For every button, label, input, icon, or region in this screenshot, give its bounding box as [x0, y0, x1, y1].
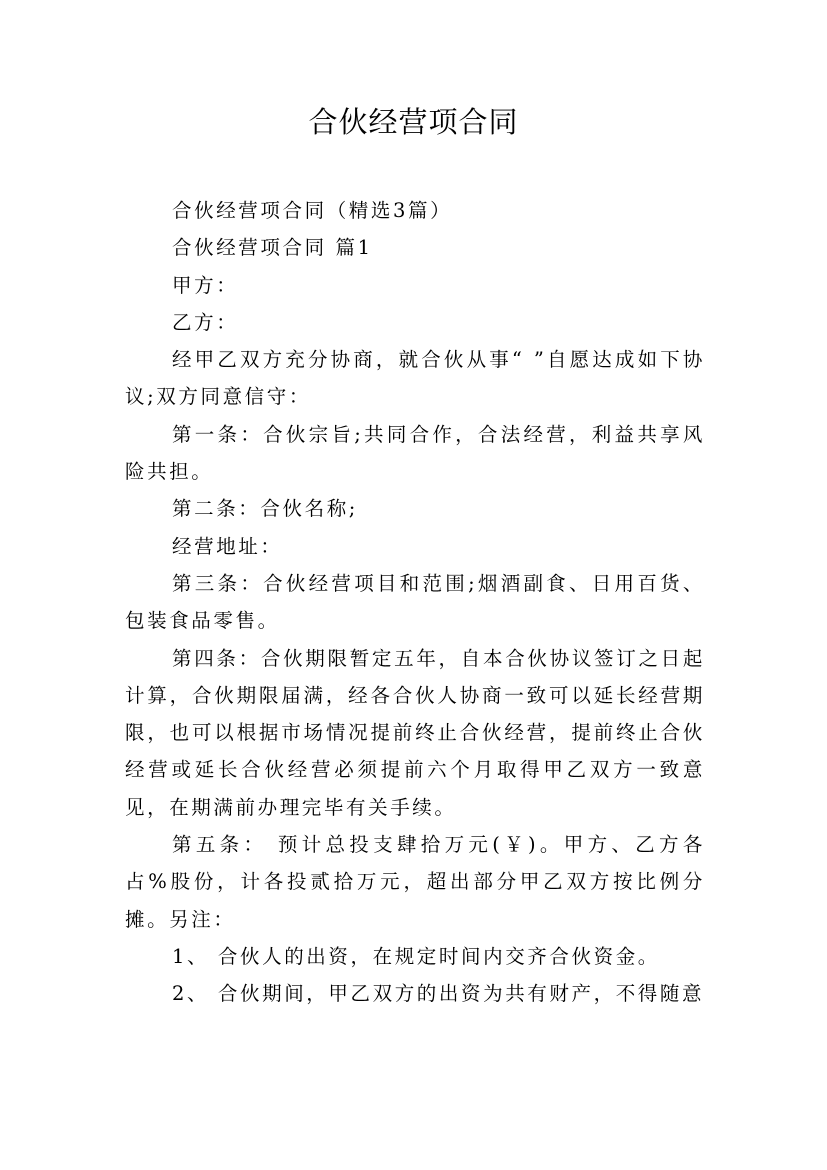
document-title: 合伙经营项合同: [308, 105, 519, 139]
paragraph-note-2: 2、 合伙期间，甲乙双方的出资为共有财产，不得随意: [172, 982, 705, 1006]
paragraph-note-1: 1、 合伙人的出资，在规定时间内交齐合伙资金。: [172, 944, 660, 968]
paragraph-section-heading: 合伙经营项合同 篇1: [172, 236, 373, 260]
paragraph-preamble: 经甲乙双方充分协商，就合伙从事“ ”自愿达成如下协议;双方同意信守：: [125, 348, 705, 409]
paragraph-article-5: 第五条： 预计总投支肆拾万元(￥)。甲方、乙方各占%股份，计各投贰拾万元，超出部分甲乙双方按比例分摊。另注：: [125, 833, 705, 931]
paragraph-article-4: 第四条：合伙期限暂定五年，自本合伙协议签订之日起计算，合伙期限届满，经各合伙人协商一致可以延长经营期限，也可以根据市场情况提前终止合伙经营，提前终止合伙经营或延长合伙经营必须提前六个月取得甲乙双方一致意见，在期满前办理完毕有关手续。: [125, 646, 705, 819]
paragraph-party-a: 甲方：: [172, 273, 239, 297]
paragraph-party-b: 乙方：: [172, 310, 239, 334]
paragraph-article-3: 第三条：合伙经营项目和范围;烟酒副食、日用百货、包装食品零售。: [125, 571, 705, 633]
paragraph-article-1: 第一条：合伙宗旨;共同合作，合法经营，利益共享风险共担。: [125, 422, 705, 484]
paragraph-subtitle: 合伙经营项合同（精选3篇）: [172, 199, 453, 222]
paragraph-address: 经营地址：: [172, 534, 283, 558]
paragraph-article-2: 第二条：合伙名称;: [172, 497, 358, 521]
document-body: [125, 192, 705, 1013]
